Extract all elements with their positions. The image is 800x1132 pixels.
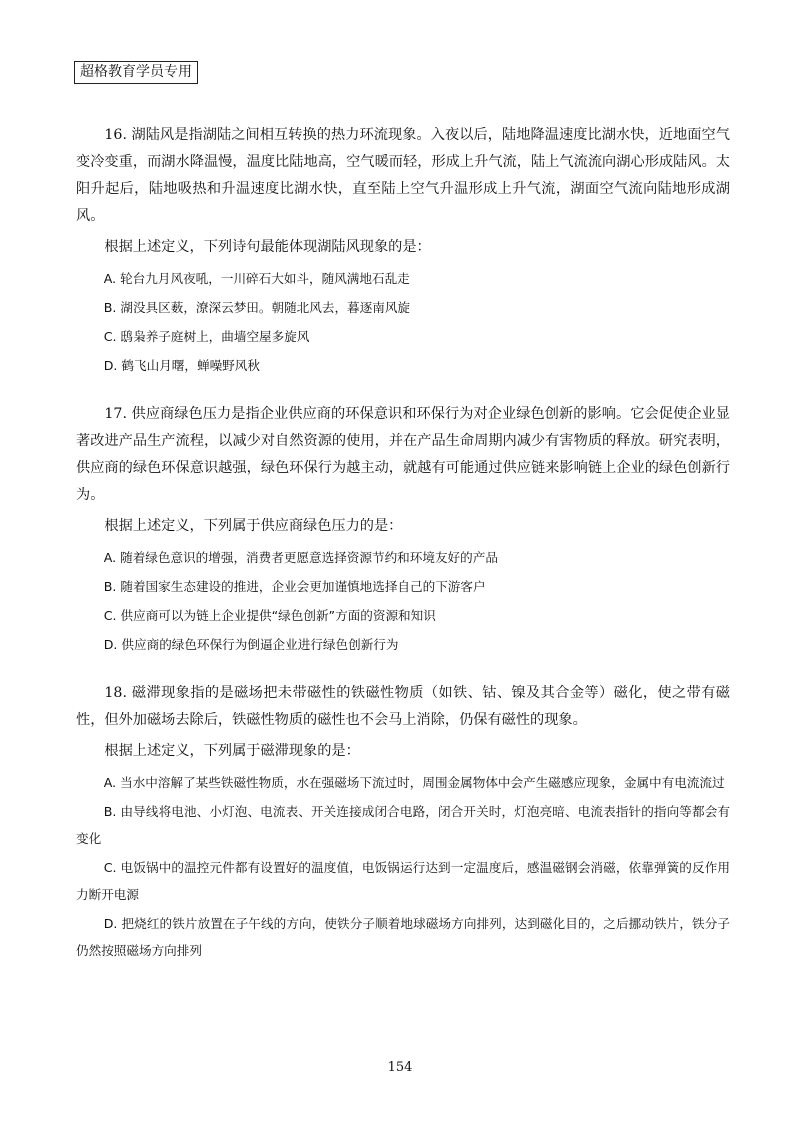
question-16-option-c: C. 鸱枭养子庭树上，曲墙空屋多旋风 — [103, 329, 310, 344]
question-17-prompt: 根据上述定义，下列属于供应商绿色压力的是： — [104, 518, 403, 534]
question-18-stem: 18. 磁滞现象指的是磁场把未带磁性的铁磁性物质（如铁、钴、镍及其合金等）磁化，使之带有磁性，但外加磁场去除后，铁磁性物质的磁性也不会马上消除，仍保有磁性的现象。 — [76, 685, 730, 728]
question-16 — [76, 122, 730, 379]
question-16-option-a: A. 轮台九月风夜吼，一川碎石大如斗，随风满地石乱走 — [103, 271, 410, 286]
question-16-option-d: D. 鹤飞山月曙，蝉噪野风秋 — [103, 358, 260, 373]
header-label: 超格教育学员专用 — [74, 61, 198, 84]
page-number: 154 — [387, 1060, 413, 1075]
question-18-option-c: C. 电饭锅中的温控元件都有设置好的温度值，电饭锅运行达到一定温度后，感温磁钢会消磁，依靠弹簧的反作用力断开电源 — [76, 860, 730, 902]
question-16-option-b: B. 湖没具区薮，潦深云梦田。朝随北风去，暮逐南风旋 — [103, 300, 411, 315]
question-17-stem: 17. 供应商绿色压力是指企业供应商的环保意识和环保行为对企业绿色创新的影响。它会促使企业显著改进产品生产流程，以减少对自然资源的使用，并在产品生命周期内减少有害物质的释放。研究表明，供应商的绿色环保意识越强，绿色环保行为越主动，就越有可能通过供应链来影响链上企业的绿色创新行为。 — [76, 406, 730, 503]
question-18-option-a: A. 当水中溶解了某些铁磁性物质，水在强磁场下流过时，周围金属物体中会产生磁感应现象，金属中有电流流过 — [103, 775, 725, 790]
question-18-prompt: 根据上述定义，下列属于磁滞现象的是： — [104, 743, 360, 759]
question-18-option-b: B. 由导线将电池、小灯泡、电流表、开关连接成闭合电路，闭合开关时，灯泡亮暗、电流表指针的指向等都会有变化 — [76, 804, 730, 846]
question-16-stem: 16. 湖陆风是指湖陆之间相互转换的热力环流现象。入夜以后，陆地降温速度比湖水快，近地面空气变冷变重，而湖水降温慢，温度比陆地高，空气暖而轻，形成上升气流，陆上气流流向湖心形成陆风。太阳升起后，陆地吸热和升温速度比湖水快，直至陆上空气升温形成上升气流，湖面空气流向陆地形成湖风。 — [76, 127, 730, 224]
question-17 — [76, 401, 730, 658]
question-18-option-d: D. 把烧红的铁片放置在子午线的方向，使铁分子顺着地球磁场方向排列，达到磁化目的，之后挪动铁片，铁分子仍然按照磁场方向排列 — [76, 916, 730, 958]
question-17-option-d: D. 供应商的绿色环保行为倒逼企业进行绿色创新行为 — [103, 637, 399, 652]
question-18 — [76, 680, 730, 964]
question-17-option-b: B. 随着国家生态建设的推进，企业会更加谨慎地选择自己的下游客户 — [103, 579, 486, 594]
content-body — [76, 122, 730, 986]
question-16-prompt: 根据上述定义，下列诗句最能体现湖陆风现象的是： — [104, 239, 431, 255]
question-17-option-a: A. 随着绿色意识的增强，消费者更愿意选择资源节约和环境友好的产品 — [103, 550, 498, 565]
question-17-option-c: C. 供应商可以为链上企业提供“绿色创新”方面的资源和知识 — [103, 608, 436, 623]
